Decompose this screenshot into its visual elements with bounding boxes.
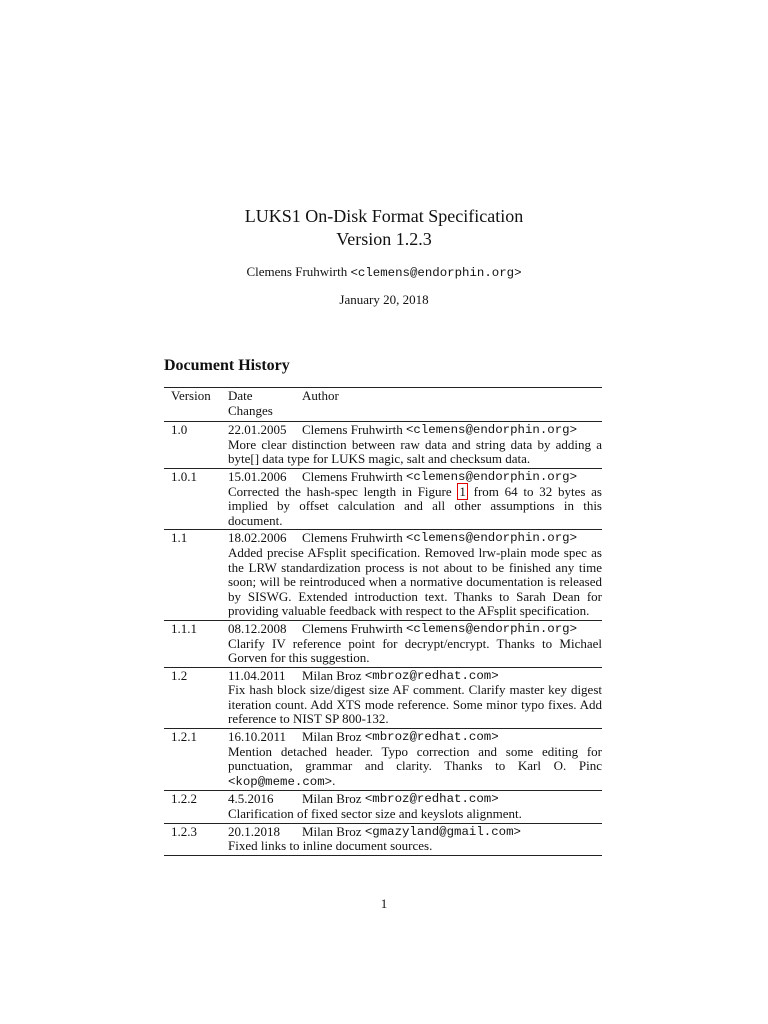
section-heading: Document History: [164, 357, 290, 374]
page-number: 1: [380, 896, 388, 911]
row-changes: Mention detached header. Typo correction and some editing for punctuation, grammar and clarity. Thanks to Karl O. Pinc <kop@meme.com>.: [228, 743, 602, 789]
history-table: [164, 387, 602, 856]
row-version: 1.0: [171, 422, 188, 438]
row-date: 22.01.2005: [228, 422, 287, 438]
header-version: Version: [171, 388, 211, 403]
row-changes: Fixed links to inline document sources.: [228, 838, 433, 854]
row-author: Clemens Fruhwirth: [302, 422, 403, 438]
row-author-email: <clemens@endorphin.org>: [406, 621, 578, 636]
row-author: Milan Broz: [302, 667, 362, 683]
row-author-email: <gmazyland@gmail.com>: [364, 824, 521, 839]
header-date: Date: [228, 388, 253, 403]
document-date: January 20, 2018: [339, 292, 429, 307]
row-author-email: <clemens@endorphin.org>: [406, 423, 578, 438]
row-date: 18.02.2006: [228, 530, 287, 546]
row-date: 11.04.2011: [228, 667, 286, 683]
row-version: 1.2.3: [171, 823, 197, 839]
row-author: Milan Broz: [302, 823, 362, 839]
row-date: 15.01.2006: [228, 468, 287, 484]
table-header: [164, 388, 602, 421]
row-author: Clemens Fruhwirth: [302, 620, 403, 636]
row-changes: Corrected the hash-spec length in Figure 1 from 64 to 32 bytes as implied by offset calculation and all other assumptions in this document.: [228, 483, 602, 528]
row-version: 1.1: [171, 530, 188, 546]
row-author-email: <clemens@endorphin.org>: [406, 469, 578, 484]
author-line: [0, 264, 768, 280]
author-name: Clemens Fruhwirth: [246, 264, 348, 279]
row-changes: Clarification of fixed sector size and keyslots alignment.: [228, 806, 522, 822]
row-changes: Fix hash block size/digest size AF comment. Clarify master key digest iteration count. Add XTS mode reference. Some minor typo fixes. Add reference to NIST SP 800-132.: [228, 682, 602, 727]
row-version: 1.2.2: [171, 791, 197, 807]
figure-link[interactable]: 1: [459, 483, 466, 499]
row-author-email: <mbroz@redhat.com>: [364, 730, 499, 745]
row-changes: Added precise AFsplit specification. Removed lrw-plain mode spec as the LRW standardization process is not about to be finished any time soon; will be reintroduced when a normative documentation is released by SISWG. Extended introduction text. Thanks to Sarah Dean for providing valuable feedback with respect to the AFsplit specification.: [228, 544, 602, 619]
table-row: [164, 823, 602, 855]
table-row: [164, 620, 602, 667]
row-author: Clemens Fruhwirth: [302, 468, 403, 484]
row-changes: Clarify IV reference point for decrypt/encrypt. Thanks to Michael Gorven for this suggestion.: [228, 635, 602, 666]
row-date: 16.10.2011: [228, 729, 287, 745]
row-author-email: <mbroz@redhat.com>: [364, 792, 499, 807]
table-row: [164, 529, 602, 620]
table-row: [164, 421, 602, 468]
document-version: Version 1.2.3: [336, 229, 432, 249]
title-block: [0, 205, 768, 251]
row-date: 08.12.2008: [228, 620, 287, 636]
row-version: 1.2: [171, 667, 188, 683]
document-title: LUKS1 On-Disk Format Specification: [244, 206, 524, 226]
table-row: [164, 468, 602, 529]
row-author: Milan Broz: [302, 791, 362, 807]
row-version: 1.2.1: [171, 729, 197, 745]
contributor-email: <kop@meme.com>: [228, 774, 333, 789]
row-changes: More clear distinction between raw data and string data by adding a byte[] data type for LUKS magic, salt and checksum data.: [228, 436, 602, 467]
author-email: <clemens@endorphin.org>: [350, 266, 522, 280]
table-row: [164, 790, 602, 822]
row-date: 20.1.2018: [228, 823, 280, 839]
row-author: Clemens Fruhwirth: [302, 530, 403, 546]
row-author-email: <mbroz@redhat.com>: [364, 668, 499, 683]
header-changes: Changes: [228, 402, 273, 418]
table-row: [164, 667, 602, 728]
header-author: Author: [302, 388, 339, 403]
row-author-email: <clemens@endorphin.org>: [406, 531, 578, 546]
row-author: Milan Broz: [302, 729, 362, 745]
row-version: 1.1.1: [171, 620, 197, 636]
table-row: [164, 728, 602, 790]
row-version: 1.0.1: [171, 468, 197, 484]
row-date: 4.5.2016: [228, 791, 274, 807]
